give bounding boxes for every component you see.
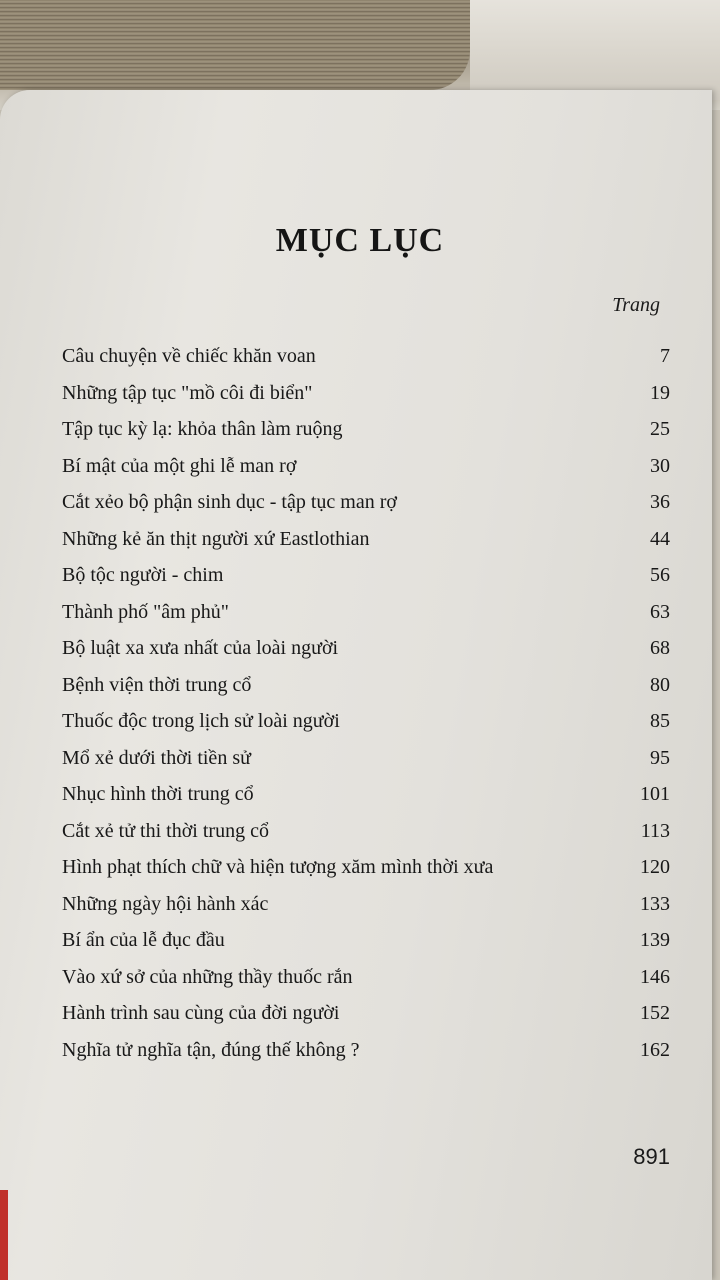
toc-entry-title: Vào xứ sở của những thầy thuốc rắn <box>62 965 353 988</box>
toc-entry-title: Tập tục kỳ lạ: khỏa thân làm ruộng <box>62 418 343 440</box>
toc-entry-page: 80 <box>650 673 670 696</box>
toc-entry <box>0 594 720 631</box>
toc-entry <box>0 776 720 813</box>
toc-entry-page: 162 <box>640 1038 670 1061</box>
toc-entry <box>0 849 720 886</box>
page-number: 891 <box>633 1144 670 1169</box>
toc-entry <box>0 630 720 667</box>
toc-entry <box>0 484 720 521</box>
toc-entry-title: Cắt xẻ tử thi thời trung cổ <box>62 819 269 842</box>
red-bookmark-edge <box>0 1190 8 1280</box>
toc-entry-page: 36 <box>650 491 670 513</box>
toc-entry-page: 101 <box>640 783 670 805</box>
toc-entry-page: 63 <box>650 600 670 623</box>
toc-entry-title: Bộ luật xa xưa nhất của loài người <box>62 637 339 659</box>
toc-entry-title: Những tập tục "mồ côi đi biển" <box>62 381 313 404</box>
toc-entry <box>0 521 720 558</box>
toc-entry-page: 120 <box>640 856 670 878</box>
toc-entry <box>0 667 720 704</box>
toc-entry <box>0 703 720 740</box>
toc-entry <box>0 740 720 777</box>
toc-entry-page: 85 <box>650 710 670 732</box>
toc-entry-title: Nhục hình thời trung cổ <box>62 783 254 805</box>
toc-entry <box>0 375 720 412</box>
toc-entry-page: 19 <box>650 381 670 404</box>
stacked-book-pages <box>0 0 470 90</box>
toc-entry-page: 133 <box>640 892 670 915</box>
toc-entry-page: 146 <box>640 965 670 988</box>
toc-entry-title: Hành trình sau cùng của đời người <box>62 1002 340 1024</box>
page-column-header: Trang <box>612 294 660 316</box>
toc-entry <box>0 959 720 996</box>
toc-entry-title: Mổ xẻ dưới thời tiền sử <box>62 746 251 769</box>
table-of-contents <box>0 338 720 1068</box>
toc-entry-page: 30 <box>650 454 670 477</box>
toc-entry <box>0 411 720 448</box>
toc-entry-page: 68 <box>650 637 670 659</box>
toc-entry-page: 7 <box>660 345 670 367</box>
page-title: MỤC LỤC <box>275 222 445 259</box>
toc-entry-title: Những ngày hội hành xác <box>62 892 269 915</box>
toc-entry-page: 44 <box>650 527 670 550</box>
toc-entry-title: Bệnh viện thời trung cổ <box>62 673 252 696</box>
toc-entry <box>0 813 720 850</box>
toc-entry-title: Hình phạt thích chữ và hiện tượng xăm mình thời xưa <box>62 856 494 878</box>
toc-entry-title: Thuốc độc trong lịch sử loài người <box>62 710 340 732</box>
toc-entry <box>0 922 720 959</box>
toc-entry-page: 152 <box>640 1002 670 1024</box>
toc-entry <box>0 557 720 594</box>
toc-entry-page: 139 <box>640 929 670 951</box>
toc-entry-page: 25 <box>650 418 670 440</box>
toc-entry-title: Thành phố "âm phủ" <box>62 600 229 623</box>
toc-entry <box>0 448 720 485</box>
toc-entry-title: Những kẻ ăn thịt người xứ Eastlothian <box>62 527 370 550</box>
toc-entry-title: Cắt xẻo bộ phận sinh dục - tập tục man rợ <box>62 491 397 513</box>
toc-entry-title: Bộ tộc người - chim <box>62 564 224 586</box>
toc-entry-page: 56 <box>650 564 670 586</box>
toc-entry-title: Nghĩa tử nghĩa tận, đúng thế không ? <box>62 1038 360 1061</box>
toc-entry <box>0 338 720 375</box>
toc-entry <box>0 886 720 923</box>
toc-entry <box>0 995 720 1032</box>
toc-entry-title: Bí ẩn của lễ đục đầu <box>62 929 225 951</box>
toc-entry-title: Bí mật của một ghi lễ man rợ <box>62 454 297 477</box>
toc-entry <box>0 1032 720 1069</box>
toc-entry-page: 95 <box>650 746 670 769</box>
book-cover-edge <box>470 0 720 100</box>
toc-entry-title: Câu chuyện về chiếc khăn voan <box>62 345 316 367</box>
toc-entry-page: 113 <box>640 819 670 842</box>
